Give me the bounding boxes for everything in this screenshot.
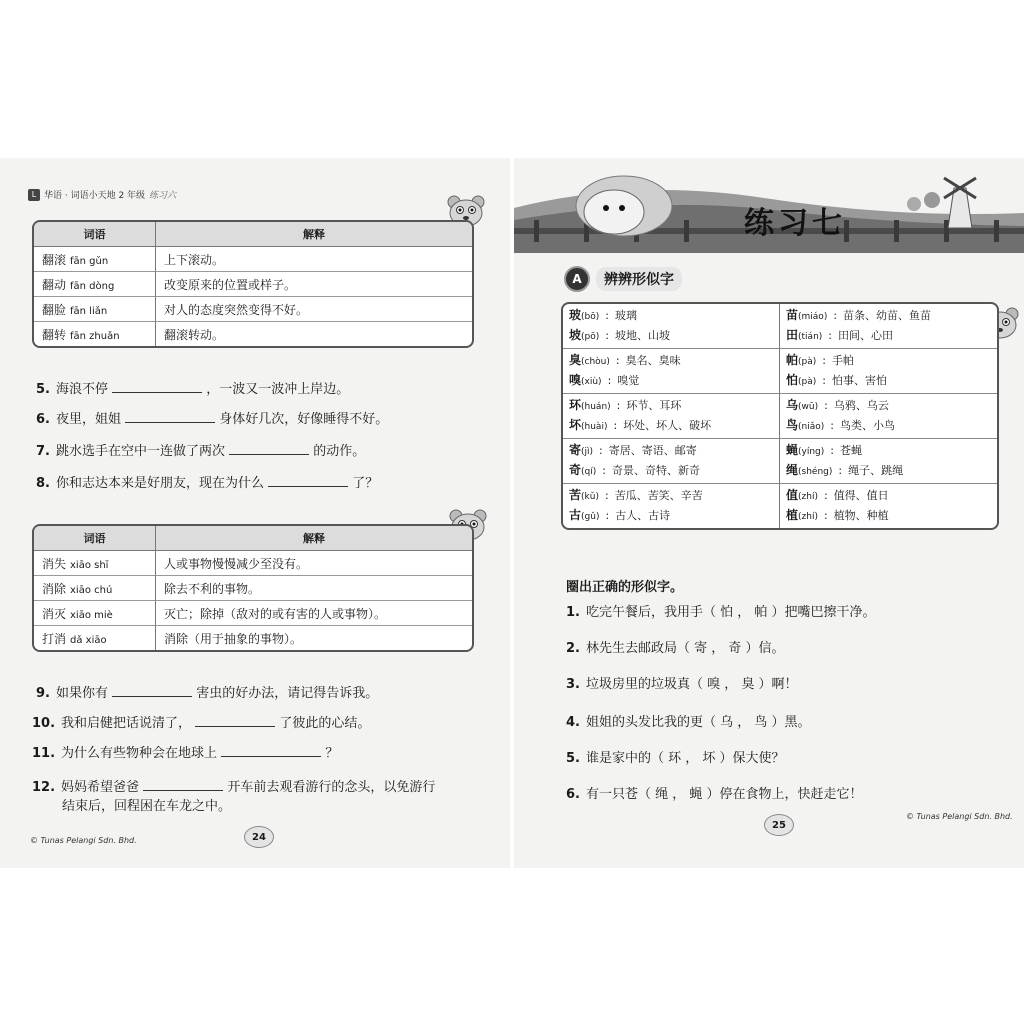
column-header-meaning: 解释 [156,526,472,551]
question-number: 9. [36,686,50,701]
vocab-word: 翻滚 [42,252,67,267]
table-row [34,297,472,322]
section-badge: A [564,266,590,292]
character-entry: 植(zhí) : 植物、种植 [786,508,889,522]
answer-blank[interactable] [229,442,309,455]
character-entry: 古(gǔ) : 古人、古诗 [569,508,671,522]
question-number: 11. [32,746,56,761]
vocab-pinyin: xiāo chú [70,584,113,596]
similar-characters-table [561,302,999,530]
character-entry: 臭(chòu) : 臭名、臭味 [569,353,681,367]
vocab-pinyin: xiāo miè [70,609,113,621]
question-text: 为什么有些物种会在地球上 [61,746,218,761]
character-entry: 帕(pà) : 手帕 [786,353,854,367]
question-text: 海浪不停 [55,382,108,397]
question-number: 10. [32,716,56,731]
question-text: 了？ [352,476,379,491]
character-entry: 鸟(niǎo) : 鸟类、小鸟 [786,418,895,432]
vocab-meaning: 灭亡；除掉（敌对的或有害的人或事物）。 [156,601,472,626]
table-row [34,626,472,650]
question-text: ？ [325,746,339,761]
page-number: 25 [764,814,794,836]
question-1[interactable]: 1. 吃完午餐后，我用手（ 怕 ， 帕 ）把嘴巴擦干净。 [566,605,876,620]
copyright-footer: © Tunas Pelangi Sdn. Bhd. [906,812,1013,821]
question-text: 身体好几次，好像睡得不好。 [219,412,389,427]
question-6[interactable]: 6. 有一只苍（ 绳 ， 蝇 ）停在食物上，快赶走它！ [566,787,863,802]
vocab-meaning: 除去不利的事物。 [156,576,472,601]
vocab-table-1 [32,220,474,348]
question-5 [36,380,349,399]
vocab-pinyin: xiāo shī [70,559,109,571]
left-page [0,158,510,868]
vocab-meaning: 人或事物慢慢减少至没有。 [156,551,472,576]
question-11 [32,744,338,763]
question-12 [32,778,435,797]
character-entry: 乌(wū) : 乌鸦、乌云 [786,398,889,412]
vocab-pinyin: dǎ xiāo [70,634,107,646]
vocab-word: 消灭 [42,606,67,621]
answer-blank[interactable] [221,744,321,757]
question-3[interactable]: 3. 垃圾房里的垃圾真（ 嗅 ， 臭 ）啊！ [566,677,798,692]
vocab-word: 消失 [42,556,67,571]
answer-blank[interactable] [112,684,192,697]
section-title: 辨辨形似字 [596,267,682,291]
question-5[interactable]: 5. 谁是家中的（ 环 ， 坏 ）保大使？ [566,751,785,766]
vocab-meaning: 消除（用于抽象的事物）。 [164,631,303,646]
copyright-footer: © Tunas Pelangi Sdn. Bhd. [30,836,137,845]
question-12-continued: 结束后，回程困在车龙之中。 [62,799,232,814]
character-entry: 嗅(xiù) : 嗅觉 [569,373,640,387]
question-text: 害虫的好办法，请记得告诉我。 [196,686,379,701]
table-row [34,272,472,297]
instruction-text: 圈出正确的形似字。 [566,580,684,595]
book-logo-icon: L [28,189,40,201]
vocab-word: 打消 [42,631,67,646]
vocab-pinyin: fān zhuǎn [70,330,120,342]
question-text: 如果你有 [55,686,108,701]
exercise-label: 练习六 [149,191,177,201]
vocab-word: 翻动 [42,277,67,292]
vocab-meaning: 对人的态度突然变得不好。 [156,297,472,322]
character-entry: 值(zhí) : 值得、值日 [786,488,889,502]
table-row [34,576,472,601]
answer-blank[interactable] [143,778,223,791]
character-entry: 苗(miáo) : 苗条、幼苗、鱼苗 [786,308,932,322]
question-9 [36,684,378,703]
character-entry: 环(huán) : 环节、耳环 [569,398,682,412]
question-4[interactable]: 4. 姐姐的头发比我的更（ 乌 ， 鸟 ）黑。 [566,715,811,730]
character-entry: 怕(pà) : 怕事、害怕 [786,373,887,387]
table-row [34,247,472,272]
character-entry: 苦(kǔ) : 苦瓜、苦笑、辛苦 [569,488,703,502]
vocab-meaning: 改变原来的位置或样子。 [156,272,472,297]
question-10 [32,714,370,733]
vocab-pinyin: fān liǎn [70,305,108,317]
question-text: 妈妈希望爸爸 [61,780,140,795]
character-entry: 坡(pō) : 坡地、山坡 [569,328,670,342]
question-text: 了彼此的心结。 [279,716,371,731]
question-number: 12. [32,780,56,795]
answer-blank[interactable] [195,714,275,727]
vocab-meaning: 翻滚转动。 [164,327,225,342]
question-number: 6. [36,412,50,427]
character-entry: 奇(qí) : 奇景、奇特、新奇 [569,463,700,477]
question-8 [36,474,378,493]
question-number: 5. [36,382,50,397]
vocab-pinyin: fān dòng [70,280,115,292]
question-number: 8. [36,476,50,491]
question-text: 你和志达本来是好朋友，现在为什么 [55,476,264,491]
vocab-word: 翻脸 [42,302,67,317]
question-text: 的动作。 [313,444,366,459]
character-entry: 玻(bō) : 玻璃 [569,308,637,322]
book-title: 华语 · 词语小天地 2 年级 [44,191,146,201]
question-7 [36,442,365,461]
answer-blank[interactable] [268,474,348,487]
vocab-word: 翻转 [42,327,67,342]
answer-blank[interactable] [112,380,202,393]
question-number: 7. [36,444,50,459]
page-header [28,188,176,201]
character-entry: 坏(huài) : 坏处、坏人、破坏 [569,418,712,432]
vocab-table-2 [32,524,474,652]
vocab-pinyin: fān gǔn [70,255,109,267]
character-entry: 绳(shéng) : 绳子、跳绳 [786,463,904,477]
section-header [564,266,682,292]
table-row [563,304,997,349]
column-header-word: 词语 [34,526,156,551]
table-row [34,322,472,346]
right-page [514,158,1024,868]
column-header-word: 词语 [34,222,156,247]
question-text: 我和启健把话说清了， [61,716,192,731]
vocab-word: 消除 [42,581,67,596]
table-row [563,349,997,394]
exercise-title: 练习七 [744,206,846,241]
question-text: 开车前去观看游行的念头，以免游行 [227,780,436,795]
character-entry: 田(tián) : 田间、心田 [786,328,894,342]
question-text: 夜里，姐姐 [55,412,121,427]
question-6 [36,410,388,429]
vocab-meaning: 上下滚动。 [156,247,472,272]
table-row [563,484,997,528]
table-row [34,601,472,626]
table-row [563,394,997,439]
question-text: 跳水选手在空中一连做了两次 [55,444,225,459]
character-entry: 寄(jì) : 寄居、寄语、邮寄 [569,443,697,457]
table-row [563,439,997,484]
answer-blank[interactable] [125,410,215,423]
character-entry: 蝇(yíng) : 苍蝇 [786,443,863,457]
table-row [34,551,472,576]
question-text: ，一波又一波冲上岸边。 [206,382,350,397]
page-number: 24 [244,826,274,848]
question-2[interactable]: 2. 林先生去邮政局（ 寄 ， 奇 ）信。 [566,641,785,656]
column-header-meaning: 解释 [156,222,472,247]
